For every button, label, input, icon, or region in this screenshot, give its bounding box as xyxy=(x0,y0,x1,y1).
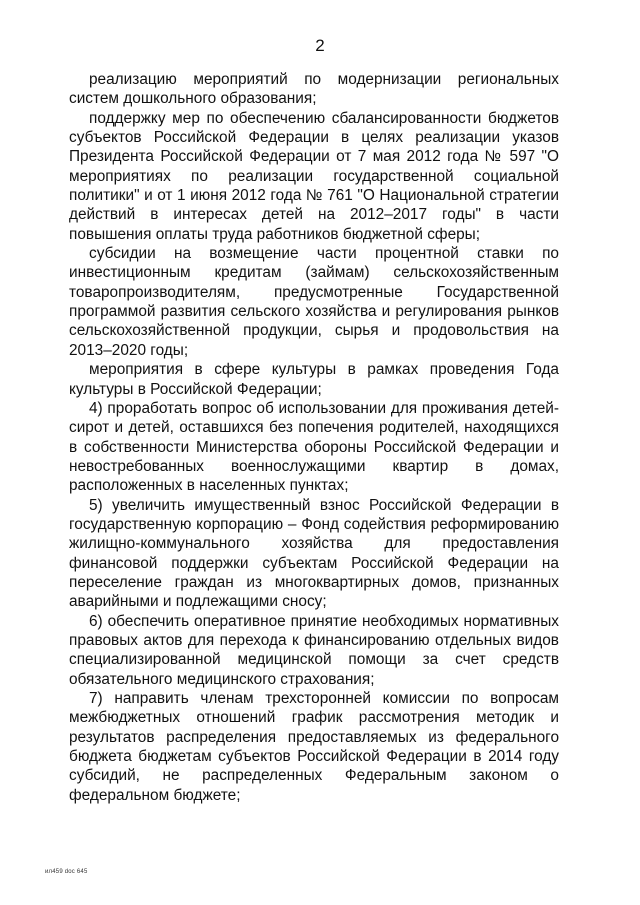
page-number: 2 xyxy=(315,36,325,55)
document-body xyxy=(69,70,559,805)
paragraph-kindergarten-modernization: реализацию мероприятий по модернизации региональных систем дошкольного образования; xyxy=(69,71,559,108)
paragraph-item-5-housing-fund: 5) увеличить имущественный взнос Российской Федерации в государственную корпорацию – Фонд содействия реформированию жилищно-коммунального хозяйства для предоставления финансовой поддержки субъектам Российской Федерации на переселение граждан из многоквартирных домов, признанных аварийными и подлежащими сносу; xyxy=(69,496,559,611)
paragraph-item-6-medical-insurance: 6) обеспечить оперативное принятие необходимых нормативных правовых актов для перехода к финансированию отдельных видов специализированной медицинской помощи за счет средств обязательного медицинского страхования; xyxy=(69,612,559,688)
paragraph-budget-balance-support: поддержку мер по обеспечению сбалансированности бюджетов субъектов Российской Федерации в целях реализации указов Президента Российской Федерации от 7 мая 2012 года № 597 "О мероприятиях по реализации государственной социальной политики" и от 1 июня 2012 года № 761 "О Национальной стратегии действий в интересах детей на 2012–2017 годы" в части повышения оплаты труда работников бюджетной сферы; xyxy=(69,109,559,243)
paragraph-year-of-culture: мероприятия в сфере культуры в рамках проведения Года культуры в Российской Федерации; xyxy=(69,361,559,398)
document-footer-code: ил459 doc 645 xyxy=(45,869,88,875)
paragraph-item-7-interbudget-schedule: 7) направить членам трехсторонней комиссии по вопросам межбюджетных отношений график рассмотрения методик и результатов распределения предоставляемых из федерального бюджета бюджетам субъектов Российской Федерации в 2014 году субсидий, не распределенных Федеральным законом о федеральном бюджете; xyxy=(69,690,559,804)
paragraph-agricultural-interest-subsidies: субсидии на возмещение части процентной ставки по инвестиционным кредитам (займам) сельскохозяйственным товаропроизводителям, предусмотренные Государственной программой развития сельского хозяйства и регулирования рынков сельскохозяйственной продукции, сырья и продовольствия на 2013–2020 годы; xyxy=(69,245,559,359)
paragraph-item-4-orphan-housing: 4) проработать вопрос об использовании для проживания детей-сирот и детей, оставшихся без попечения родителей, находящихся в собственности Министерства обороны Российской Федерации и невостребованных военнослужащими квартир в домах, расположенных в населенных пунктах; xyxy=(69,399,559,495)
